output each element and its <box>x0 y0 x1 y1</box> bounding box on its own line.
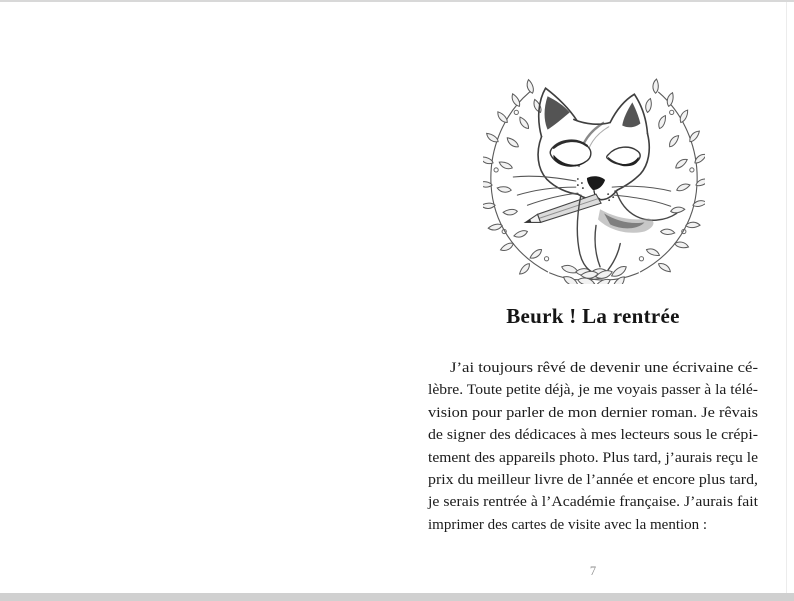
paragraph-line: je serais rentrée à l’Académie française. J’aurais fait <box>428 494 759 511</box>
cat-laurel-illustration <box>483 72 705 284</box>
window-bottom-bar <box>0 593 794 601</box>
paragraph-line: prix du meilleur livre de l’année et encore plus tard, <box>428 471 758 488</box>
paragraph-line: lèbre. Toute petite déjà, je me voyais passer à la télé- <box>428 382 758 399</box>
paragraph-line: vision pour parler de mon dernier roman. Je rêvais <box>428 404 758 421</box>
paragraph-line: de signer des dédicaces à mes lecteurs sous le crépi- <box>428 427 759 444</box>
paragraph-line: imprimer des cartes de visite avec la mention : <box>428 516 708 533</box>
book-page-right[interactable] <box>397 2 787 593</box>
page-number: 7 <box>589 564 597 578</box>
chapter-paragraph <box>428 357 758 536</box>
book-page-left[interactable] <box>0 2 397 593</box>
paragraph-line: J’ai toujours rêvé de devenir une écrivaine cé- <box>450 360 758 376</box>
paragraph-line: tement des appareils photo. Plus tard, j’aurais reçu le <box>428 449 759 466</box>
chapter-title: Beurk ! La rentrée <box>506 304 680 328</box>
